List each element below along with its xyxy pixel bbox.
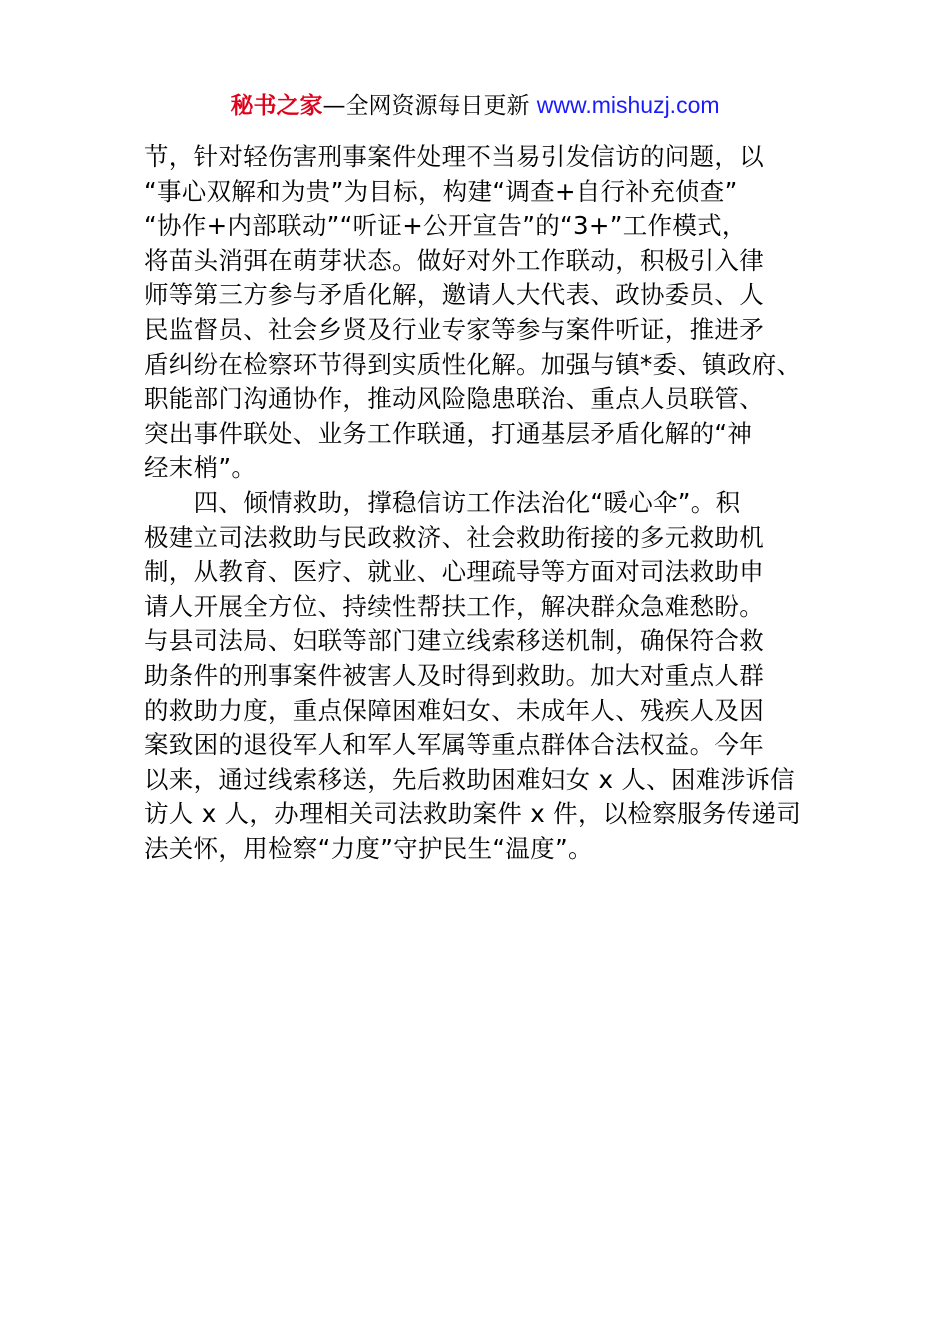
text-line: 制，从教育、医疗、就业、心理疏导等方面对司法救助申 xyxy=(144,557,764,587)
text-line: “事心双解和为贵”为目标，构建“调查+自行补充侦查” xyxy=(144,176,738,206)
section-heading-line: 四、倾情救助，撑稳信访工作法治化“暖心伞”。积 xyxy=(144,487,741,517)
text-line: 盾纠纷在检察环节得到实质性化解。加强与镇*委、镇政府、 xyxy=(144,349,802,379)
text-line: 极建立司法救助与民政救济、社会救助衔接的多元救助机 xyxy=(144,522,764,552)
document-body xyxy=(144,140,824,866)
text-line: “协作+内部联动”“听证+公开宣告”的“3+”工作模式， xyxy=(144,211,747,241)
text-line: 的救助力度，重点保障困难妇女、未成年人、残疾人及因 xyxy=(144,695,764,725)
text-line: 助条件的刑事案件被害人及时得到救助。加大对重点人群 xyxy=(144,660,764,690)
header-tagline: —全网资源每日更新 xyxy=(322,93,530,119)
text-line: 经末梢”。 xyxy=(144,453,257,483)
text-line: 访人 x 人，办理相关司法救助案件 x 件，以检察服务传递司 xyxy=(144,799,802,829)
text-line: 职能部门沟通协作，推动风险隐患联治、重点人员联管、 xyxy=(144,384,764,414)
text-line: 案致困的退役军人和军人军属等重点群体合法权益。今年 xyxy=(144,730,764,760)
page-header xyxy=(0,88,950,123)
text-line: 将苗头消弭在萌芽状态。做好对外工作联动，积极引入律 xyxy=(144,245,764,275)
text-line: 法关怀，用检察“力度”守护民生“温度”。 xyxy=(144,833,593,863)
text-line: 请人开展全方位、持续性帮扶工作，解决群众急难愁盼。 xyxy=(144,591,764,621)
brand-name: 秘书之家 xyxy=(230,93,323,119)
text-line: 突出事件联处、业务工作联通，打通基层矛盾化解的“神 xyxy=(144,418,753,448)
text-line: 节，针对轻伤害刑事案件处理不当易引发信访的问题，以 xyxy=(144,142,764,171)
text-line: 师等第三方参与矛盾化解，邀请人大代表、政协委员、人 xyxy=(144,280,764,310)
text-line: 民监督员、社会乡贤及行业专家等参与案件听证，推进矛 xyxy=(144,314,764,344)
text-line: 与县司法局、妇联等部门建立线索移送机制，确保符合救 xyxy=(144,626,764,656)
site-url-link[interactable]: www.mishuzj.com xyxy=(536,92,720,118)
text-line: 以来，通过线索移送，先后救助困难妇女 x 人、困难涉诉信 xyxy=(144,764,795,794)
